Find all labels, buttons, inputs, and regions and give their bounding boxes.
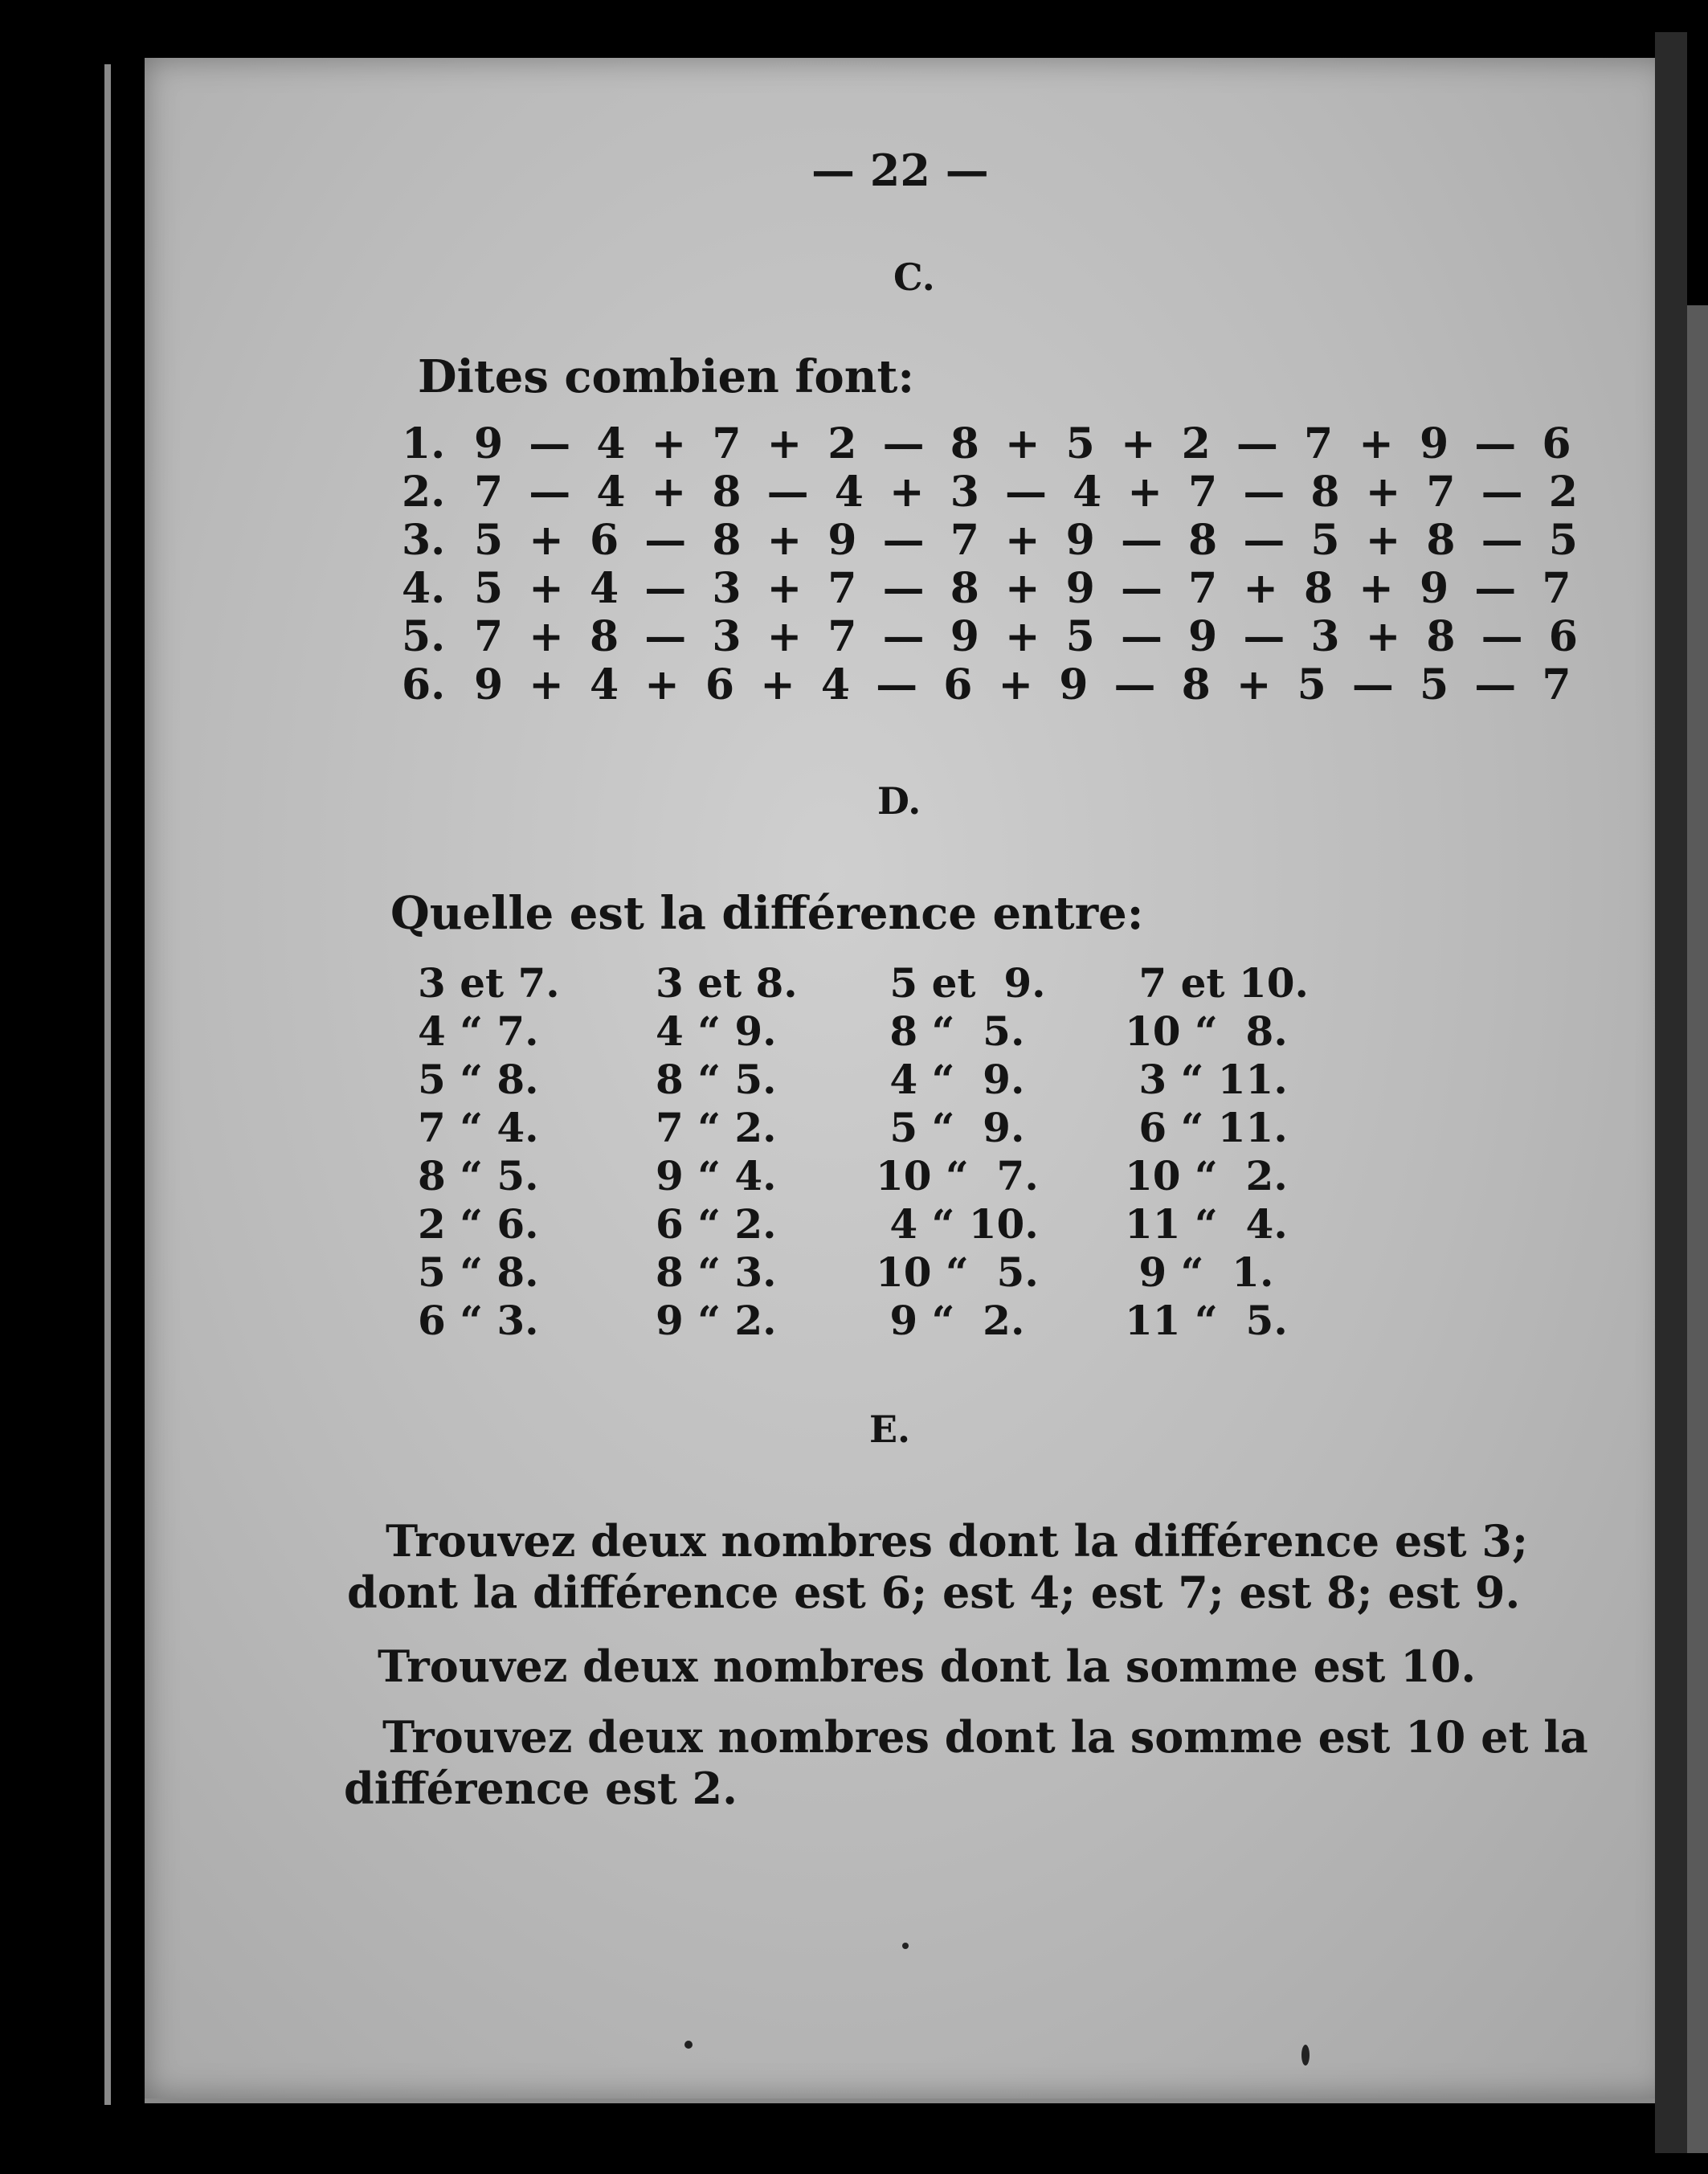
section-e-heading: E. bbox=[869, 1408, 911, 1451]
difference-cell: 5 et 9. bbox=[876, 959, 1046, 1007]
difference-cell: 9 “ 4. bbox=[656, 1152, 777, 1199]
difference-cell: 8 “ 5. bbox=[656, 1056, 777, 1103]
difference-cell: 4 “ 10. bbox=[876, 1200, 1039, 1248]
exercise-paragraph-2: Trouvez deux nombres dont la somme est 10. bbox=[378, 1641, 1477, 1692]
difference-cell: 4 “ 9. bbox=[656, 1007, 777, 1055]
difference-cell: 8 “ 3. bbox=[656, 1248, 777, 1296]
page-edge-bottom bbox=[145, 2098, 1655, 2103]
expression-row bbox=[402, 612, 1581, 660]
exercise-paragraph-3-line-2: différence est 2. bbox=[344, 1763, 738, 1814]
difference-cell: 7 “ 4. bbox=[418, 1104, 539, 1151]
difference-cell: 11 “ 4. bbox=[1125, 1200, 1288, 1248]
facing-page-edge bbox=[1655, 32, 1687, 2153]
expression-number: 4. bbox=[402, 563, 446, 613]
expression-row bbox=[402, 564, 1581, 612]
expression-number: 2. bbox=[402, 467, 446, 517]
difference-cell: 2 “ 6. bbox=[418, 1200, 539, 1248]
difference-cell: 5 “ 9. bbox=[876, 1104, 1025, 1151]
difference-cell: 7 et 10. bbox=[1125, 959, 1309, 1007]
expression-text: 9 — 4 + 7 + 2 — 8 + 5 + 2 — 7 + 9 — 6 bbox=[474, 419, 1575, 468]
difference-cell: 8 “ 5. bbox=[418, 1152, 539, 1199]
expression-text: 5 + 4 — 3 + 7 — 8 + 9 — 7 + 8 + 9 — 7 bbox=[474, 563, 1575, 613]
print-speck bbox=[1301, 2045, 1310, 2066]
print-speck bbox=[902, 1943, 909, 1949]
facing-page-shadow bbox=[1687, 305, 1708, 2153]
difference-cell: 8 “ 5. bbox=[876, 1007, 1025, 1055]
difference-cell: 9 “ 1. bbox=[1125, 1248, 1274, 1296]
expression-row bbox=[402, 468, 1581, 516]
section-c-heading: C. bbox=[893, 255, 935, 299]
section-d-heading: D. bbox=[877, 779, 921, 823]
difference-cell: 10 “ 7. bbox=[876, 1152, 1039, 1199]
difference-cell: 6 “ 2. bbox=[656, 1200, 777, 1248]
difference-cell: 11 “ 5. bbox=[1125, 1297, 1288, 1344]
difference-cell: 10 “ 5. bbox=[876, 1248, 1039, 1296]
difference-cell: 5 “ 8. bbox=[418, 1056, 539, 1103]
section-d-prompt: Quelle est la différence entre: bbox=[390, 887, 1144, 940]
section-c-prompt: Dites combien font: bbox=[418, 350, 915, 403]
expression-row bbox=[402, 660, 1581, 709]
expression-list bbox=[402, 419, 1581, 709]
print-speck bbox=[684, 2041, 693, 2049]
difference-cell: 3 “ 11. bbox=[1125, 1056, 1288, 1103]
difference-cell: 4 “ 7. bbox=[418, 1007, 539, 1055]
difference-cell: 6 “ 11. bbox=[1125, 1104, 1288, 1151]
difference-cell: 3 et 8. bbox=[656, 959, 798, 1007]
difference-cell: 9 “ 2. bbox=[876, 1297, 1025, 1344]
difference-cell: 7 “ 2. bbox=[656, 1104, 777, 1151]
exercise-paragraph-1-line-2: dont la différence est 6; est 4; est 7; est 8; est 9. bbox=[347, 1567, 1521, 1618]
difference-cell: 4 “ 9. bbox=[876, 1056, 1025, 1103]
exercise-paragraph-1-line-1: Trouvez deux nombres dont la différence est 3; bbox=[386, 1515, 1528, 1567]
expression-number: 5. bbox=[402, 611, 446, 661]
page-edge-left bbox=[104, 64, 111, 2105]
difference-cell: 10 “ 8. bbox=[1125, 1007, 1288, 1055]
expression-number: 1. bbox=[402, 419, 446, 468]
expression-row bbox=[402, 516, 1581, 564]
expression-row bbox=[402, 419, 1581, 468]
expression-text: 7 + 8 — 3 + 7 — 9 + 5 — 9 — 3 + 8 — 6 bbox=[474, 611, 1581, 661]
difference-cell: 10 “ 2. bbox=[1125, 1152, 1288, 1199]
exercise-paragraph-3-line-1: Trouvez deux nombres dont la somme est 10 et la bbox=[382, 1711, 1588, 1763]
difference-cell: 6 “ 3. bbox=[418, 1297, 539, 1344]
expression-number: 3. bbox=[402, 515, 446, 565]
expression-text: 9 + 4 + 6 + 4 — 6 + 9 — 8 + 5 — 5 — 7 bbox=[474, 660, 1575, 709]
difference-cell: 5 “ 8. bbox=[418, 1248, 539, 1296]
page-number: — 22 — bbox=[811, 145, 989, 196]
difference-cell: 3 et 7. bbox=[418, 959, 560, 1007]
expression-text: 5 + 6 — 8 + 9 — 7 + 9 — 8 — 5 + 8 — 5 bbox=[474, 515, 1581, 565]
expression-text: 7 — 4 + 8 — 4 + 3 — 4 + 7 — 8 + 7 — 2 bbox=[474, 467, 1581, 517]
expression-number: 6. bbox=[402, 660, 446, 709]
difference-cell: 9 “ 2. bbox=[656, 1297, 777, 1344]
